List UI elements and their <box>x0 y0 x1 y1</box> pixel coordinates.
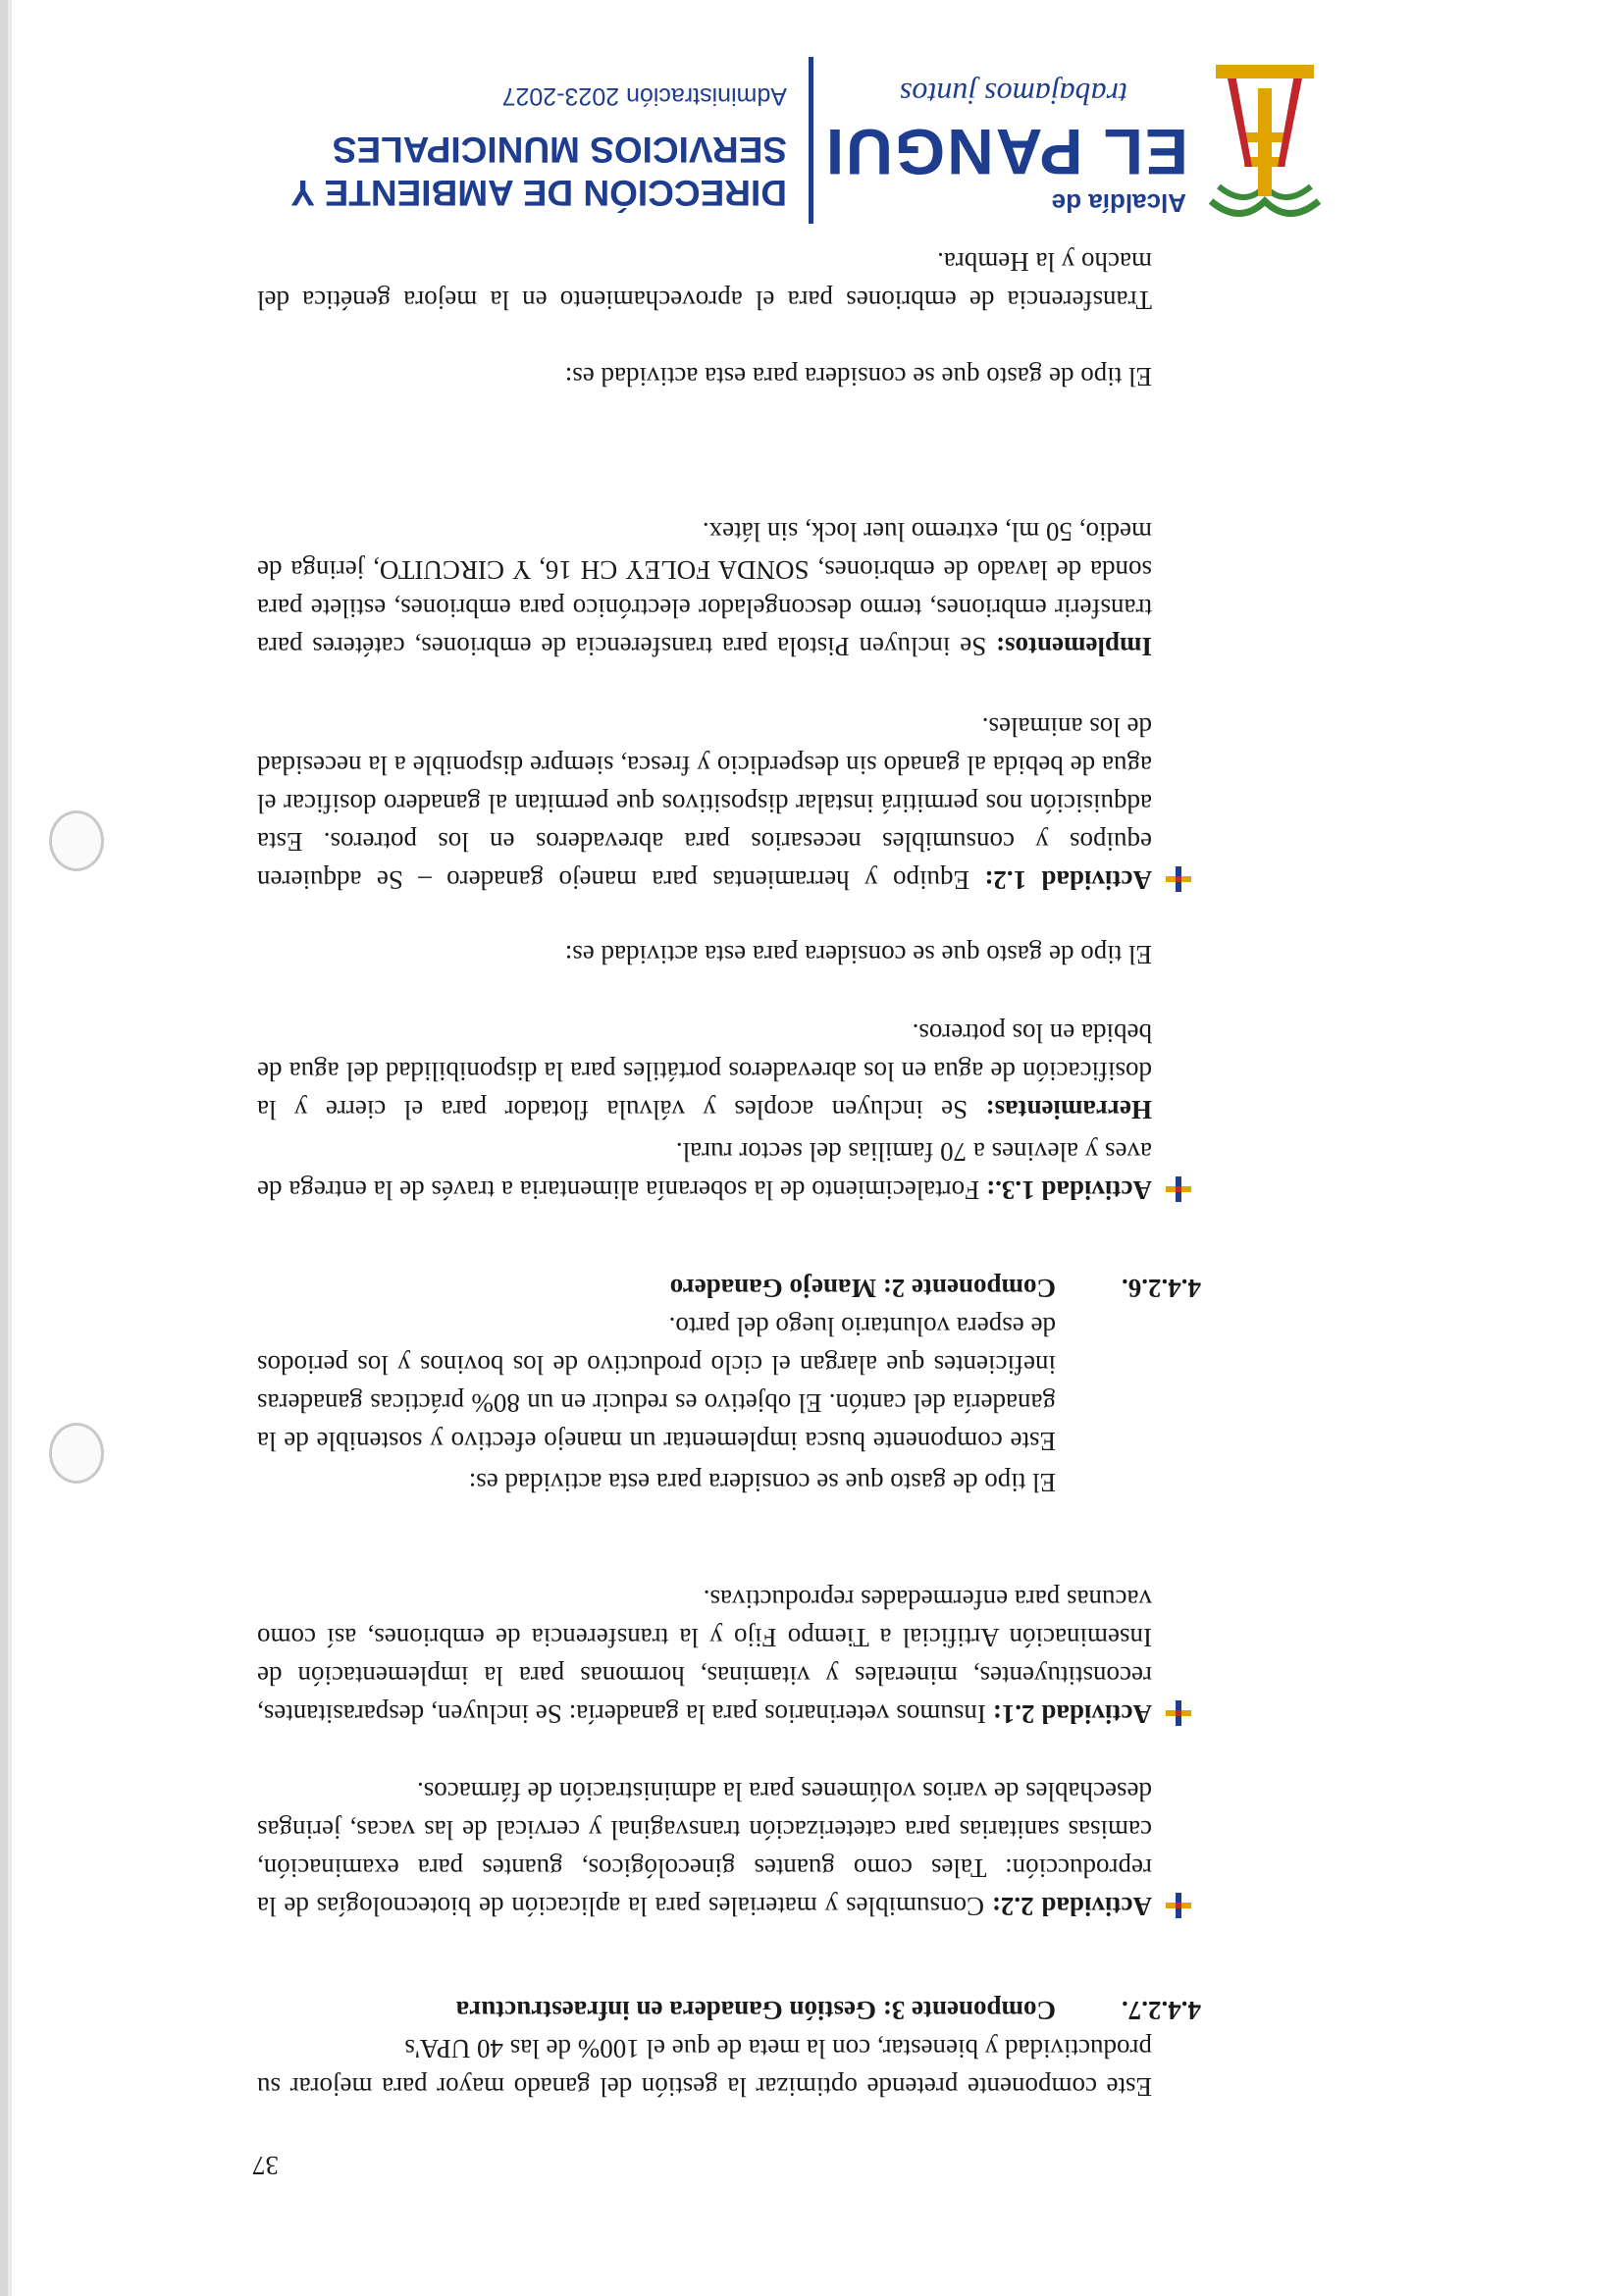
actividad-2-1-paragraph <box>257 1580 1152 1733</box>
section-4427-title: Componente 3: Gestión Ganadera en infraestructura <box>455 1996 1056 2025</box>
intro-paragraph: Transferencia de embriones para el aprovechamiento en la mejora genética del macho y la Hembra. <box>257 247 1152 315</box>
section-4426-heading <box>257 1269 1201 1307</box>
header-logo <box>288 39 1329 235</box>
bullet-icon <box>1166 1893 1191 1918</box>
bullet-icon <box>1166 1176 1191 1202</box>
alcaldia-label: Alcaldía de <box>1051 188 1186 218</box>
herramientas-label: Herramientas: <box>985 1095 1152 1124</box>
direccion-line2: SERVICIOS MUNICIPALES <box>332 130 787 170</box>
page-number: 37 <box>252 2151 279 2180</box>
actividad-1-2-text: Equipo y herramientas para manejo ganadero – Se adquieren equipos y consumibles necesarios para abrevaderos en los potreros. Esta adquisición nos permitirá instalar dispositivos que permitan al ganadero dosificar el agua de bebida al ganado sin desperdicio y fresca, siempre disponible a la necesidad de los animales. <box>256 712 1152 895</box>
section-4427-heading <box>257 1991 1201 2029</box>
header-divider <box>809 57 813 224</box>
bullet-icon <box>1166 866 1191 892</box>
municipal-emblem-icon <box>1201 59 1329 226</box>
section-4426-title: Componente 2: Manejo Ganadero <box>669 1274 1056 1303</box>
actividad-1-2 <box>257 707 1191 899</box>
section-4426-number: 4.4.2.6. <box>1122 1274 1201 1303</box>
implementos-text: Se incluyen Pistola para transferencia de embriones, catéteres para transferir embriones, termo descongelador electrónico para embriones, estilete para sonda de lavado de embriones, SONDA FOLEY CH 16, Y CIRCUITO, jeringa de medio, 50 ml, extremo luer lock, sin látex. <box>256 517 1152 661</box>
slogan: trabajamos juntos <box>899 77 1127 112</box>
actividad-1-2-paragraph <box>257 707 1152 899</box>
actividad-2-2-paragraph <box>257 1772 1152 1925</box>
herramientas-paragraph <box>257 1014 1152 1128</box>
implementos-paragraph <box>257 512 1152 665</box>
municipio-name: EL PANGUI <box>823 116 1188 188</box>
gasto-intro-2: El tipo de gasto que se considera para esta actividad es: <box>564 940 1152 969</box>
gasto-intro-1: El tipo de gasto que se considera para esta actividad es: <box>564 362 1152 391</box>
actividad-1-3 <box>257 1132 1191 1209</box>
actividad-2-2-label: Actividad 2.2: <box>991 1892 1152 1921</box>
gasto-intro-3: El tipo de gasto que se considera para esta actividad es: <box>468 1468 1056 1497</box>
actividad-1-3-text: Fortalecimiento de la soberanía alimentaria a través de la entrega de aves y alevines a 70 familias del sector rural. <box>256 1137 1152 1205</box>
actividad-1-2-label: Actividad 1.2: <box>984 865 1152 895</box>
actividad-2-1-text: Insumos veterinarios para la ganadería: Se incluyen, desparasitantes, reconstituyentes, minerales y vitaminas, hormonas para la implementación de Inseminación Artificial a Tiempo Fijo y la transferencia de embriones, así como vacunas para enfermedades reproductivas. <box>256 1585 1152 1729</box>
section-4427-number: 4.4.2.7. <box>1122 1996 1201 2025</box>
direccion-line1: DIRECCIÓN DE AMBIENTE Y <box>290 173 787 213</box>
actividad-2-1-label: Actividad 2.1: <box>992 1699 1152 1729</box>
administracion-period: Administración 2023-2027 <box>501 82 787 110</box>
actividad-2-2 <box>257 1772 1191 1925</box>
bullet-icon <box>1166 1700 1191 1726</box>
section-4427-text: Este componente pretende optimizar la gestión del ganado mayor para mejorar su productividad y bienestar, con la meta de que el 100% de las 40 UPA's <box>257 2034 1152 2102</box>
actividad-2-1 <box>257 1580 1191 1733</box>
actividad-1-3-label: Actividad 1.3.: <box>986 1175 1152 1205</box>
actividad-2-2-text: Consumibles y materiales para la aplicación de biotecnologías de la reproducción: Tales como guantes ginecológicos, guantes para examinación, camisas sanitarias para cateterización transvaginal y cervical de las vacas, jeringas desechables de varios volúmenes para la administración de fármacos. <box>256 1777 1152 1921</box>
implementos-label: Implementos: <box>996 632 1152 661</box>
section-4426-text: Este componente busca implementar un manejo efectivo y sostenible de la ganadería del cantón. El objetivo es reducir en un 80% prácticas ganaderas ineficientes que alargan el ciclo productivo de los bovinos y los periodos de espera voluntario luego del parto. <box>257 1312 1056 1456</box>
herramientas-text: Se incluyen acoples y válvula flotador para el cierre y la dosificación de agua en los abrevaderos portátiles para la disponibilidad del agua de bebida en los potreros. <box>257 1018 1152 1124</box>
actividad-1-3-paragraph <box>257 1132 1152 1209</box>
